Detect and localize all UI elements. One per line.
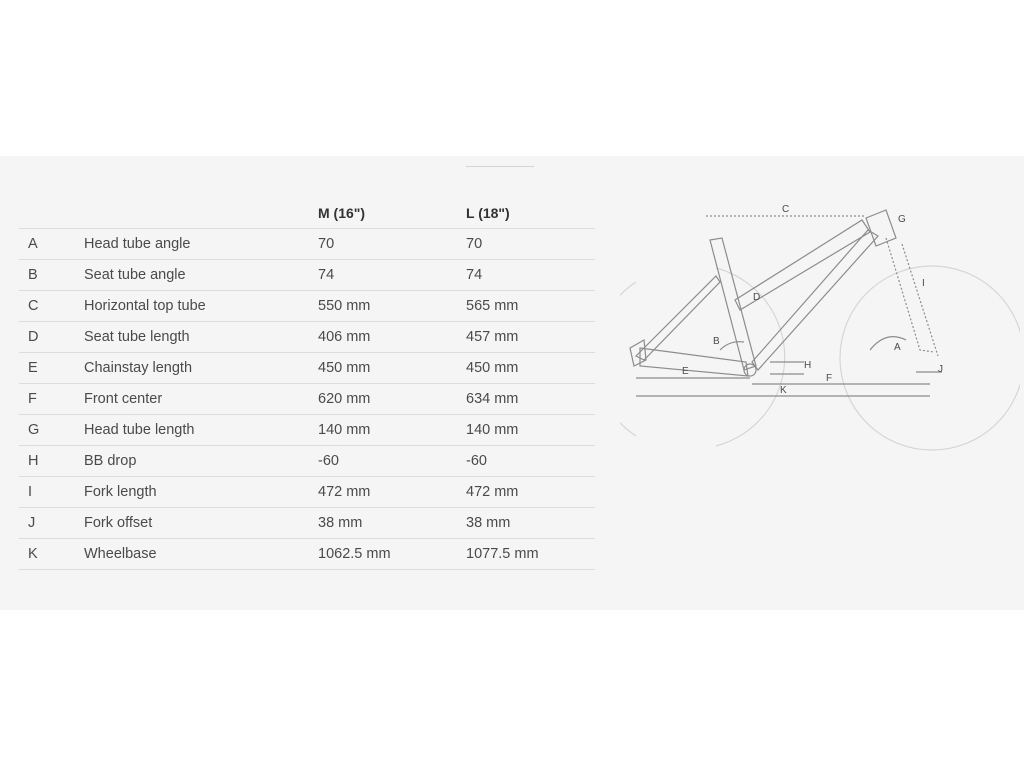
row-name: Head tube length xyxy=(84,415,318,446)
row-letter: K xyxy=(19,539,84,570)
row-name: Front center xyxy=(84,384,318,415)
table-row xyxy=(19,322,595,353)
table-row xyxy=(19,508,595,539)
row-value-m: 450 mm xyxy=(318,353,466,384)
row-value-m: -60 xyxy=(318,446,466,477)
row-letter: I xyxy=(19,477,84,508)
row-value-l: 450 mm xyxy=(466,353,595,384)
row-value-m: 620 mm xyxy=(318,384,466,415)
table-row xyxy=(19,446,595,477)
table-row xyxy=(19,477,595,508)
table-row xyxy=(19,260,595,291)
row-letter: C xyxy=(19,291,84,322)
label-a: A xyxy=(894,342,901,353)
row-value-l: 1077.5 mm xyxy=(466,539,595,570)
table-header-row xyxy=(19,197,595,229)
row-value-l: -60 xyxy=(466,446,595,477)
row-value-l: 70 xyxy=(466,229,595,260)
rear-dropout xyxy=(630,340,646,366)
label-b: B xyxy=(713,336,720,347)
row-value-m: 140 mm xyxy=(318,415,466,446)
row-value-l: 140 mm xyxy=(466,415,595,446)
label-d: D xyxy=(753,292,761,303)
row-value-m: 1062.5 mm xyxy=(318,539,466,570)
row-value-m: 472 mm xyxy=(318,477,466,508)
rear-wheel-outline xyxy=(716,268,785,446)
front-wheel-outline xyxy=(840,266,1020,450)
row-value-m: 406 mm xyxy=(318,322,466,353)
table-row xyxy=(19,415,595,446)
row-name: Head tube angle xyxy=(84,229,318,260)
row-name: Chainstay length xyxy=(84,353,318,384)
row-letter: G xyxy=(19,415,84,446)
down-tube xyxy=(752,230,878,370)
panel-divider xyxy=(466,166,534,167)
label-h: H xyxy=(804,360,812,371)
row-name: Fork length xyxy=(84,477,318,508)
row-value-m: 70 xyxy=(318,229,466,260)
row-value-l: 74 xyxy=(466,260,595,291)
row-letter: J xyxy=(19,508,84,539)
table-row xyxy=(19,291,595,322)
rear-wheel-outline-left xyxy=(620,282,636,436)
dim-line-i xyxy=(902,244,938,356)
row-value-l: 472 mm xyxy=(466,477,595,508)
table-row xyxy=(19,384,595,415)
label-j: J xyxy=(938,364,943,375)
row-letter: D xyxy=(19,322,84,353)
row-letter: E xyxy=(19,353,84,384)
label-k: K xyxy=(780,385,787,396)
header-size-m: M (16") xyxy=(318,204,366,221)
row-value-m: 74 xyxy=(318,260,466,291)
head-tube xyxy=(866,210,896,246)
row-value-l: 38 mm xyxy=(466,508,595,539)
row-letter: F xyxy=(19,384,84,415)
label-c: C xyxy=(782,204,790,215)
row-name: Fork offset xyxy=(84,508,318,539)
label-e: E xyxy=(682,366,689,377)
seatstay xyxy=(636,276,720,360)
chainstay xyxy=(640,348,748,376)
row-letter: B xyxy=(19,260,84,291)
row-name: Seat tube length xyxy=(84,322,318,353)
row-value-l: 565 mm xyxy=(466,291,595,322)
label-f: F xyxy=(826,373,833,384)
row-value-l: 457 mm xyxy=(466,322,595,353)
angle-arc-b xyxy=(720,342,744,350)
header-size-l: L (18") xyxy=(466,204,510,221)
row-value-l: 634 mm xyxy=(466,384,595,415)
row-value-m: 550 mm xyxy=(318,291,466,322)
table-row xyxy=(19,539,595,570)
row-letter: H xyxy=(19,446,84,477)
geometry-table xyxy=(19,197,595,570)
row-letter: A xyxy=(19,229,84,260)
label-g: G xyxy=(898,214,906,225)
fork xyxy=(886,238,934,352)
table-row xyxy=(19,229,595,260)
header-name xyxy=(84,197,318,229)
row-name: Horizontal top tube xyxy=(84,291,318,322)
row-value-m: 38 mm xyxy=(318,508,466,539)
label-i: I xyxy=(922,278,925,289)
row-name: Wheelbase xyxy=(84,539,318,570)
table-row xyxy=(19,353,595,384)
row-name: Seat tube angle xyxy=(84,260,318,291)
header-letter xyxy=(19,197,84,229)
row-name: BB drop xyxy=(84,446,318,477)
bike-geometry-diagram xyxy=(620,190,1020,460)
